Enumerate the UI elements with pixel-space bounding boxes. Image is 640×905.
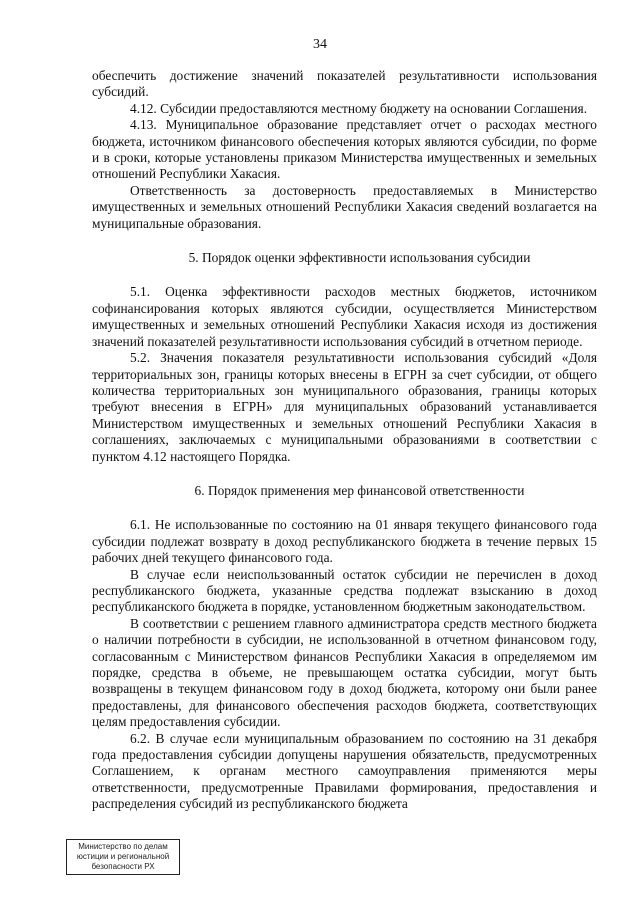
paragraph-5-2: 5.2. Значения показателя результативности использования субсидий «Доля территориальных зон, границы которых внесены в ЕГРН за счет субсидии, от общего количества территориальных зон муниципального образования, границы которых требуют внесения в ЕГРН» для муниципальных образований устанавливается Министерством имущественных и земельных отношений Республики Хакасия в соглашениях, заключаемых с муниципальными образованиями в соответствии с пунктом 4.12 настоящего Порядка. <box>92 350 597 464</box>
page-number: 34 <box>313 37 327 52</box>
stamp-line: Министерство по делам <box>78 842 168 851</box>
ministry-stamp <box>66 839 180 875</box>
document-body <box>92 68 597 813</box>
paragraph-4-13: 4.13. Муниципальное образование представляет отчет о расходах местного бюджета, источником финансового обеспечения которых являются субсидии, по форме и в сроки, которые установлены приказом Министерства имущественных и земельных отношений Республики Хакасия. <box>92 117 597 182</box>
section-5-heading: 5. Порядок оценки эффективности использования субсидии <box>188 250 531 266</box>
paragraph-4-12: 4.12. Субсидии предоставляются местному бюджету на основании Соглашения. <box>130 100 588 116</box>
stamp-line: безопасности РХ <box>91 862 155 871</box>
paragraph-continuation: обеспечить достижение значений показателей результативности использования субсидий. <box>92 68 597 100</box>
paragraph-5-1: 5.1. Оценка эффективности расходов местных бюджетов, источником софинансирования которых являются субсидии, осуществляется Министерством имущественных и земельных отношений Республики Хакасия исходя из достижения значений показателей результативности использования субсидий в отчетном периоде. <box>92 284 597 349</box>
stamp-line: юстиции и региональной <box>76 852 170 861</box>
paragraph-6-2: 6.2. В случае если муниципальным образованием по состоянию на 31 декабря года предоставления субсидии допущены нарушения обязательств, предусмотренных Соглашением, к органам местного самоуправления применяются меры ответственности, предусмотренные Правилами формирования, предоставления и распределения субсидий из республиканского бюджета <box>92 730 597 812</box>
paragraph-unused-balance: В случае если неиспользованный остаток субсидии не перечислен в доход республиканского бюджета, указанные средства подлежат взысканию в доход республиканского бюджета в порядке, установленном бюджетным законодательством. <box>92 566 597 615</box>
paragraph-return-decision: В соответствии с решением главного администратора средств местного бюджета о наличии потребности в субсидии, не использованной в отчетном финансовом году, согласованным с Министерством финансов Республики Хакасия в определяемом им порядке, средства в объеме, не превышающем остатка субсидии, могут быть возвращены в текущем финансовом году в доход бюджета, которому они были ранее предоставлены, для финансового обеспечения расходов бюджета, соответствующих целям предоставления субсидии. <box>92 615 597 730</box>
section-6-heading: 6. Порядок применения мер финансовой ответственности <box>194 482 525 498</box>
paragraph-responsibility: Ответственность за достоверность предоставляемых в Министерство имущественных и земельных отношений Республики Хакасия сведений возлагается на муниципальные образования. <box>92 182 597 231</box>
paragraph-6-1: 6.1. Не использованные по состоянию на 01 января текущего финансового года субсидии подлежат возврату в доход республиканского бюджета в течение первых 15 рабочих дней текущего финансового года. <box>92 517 597 566</box>
